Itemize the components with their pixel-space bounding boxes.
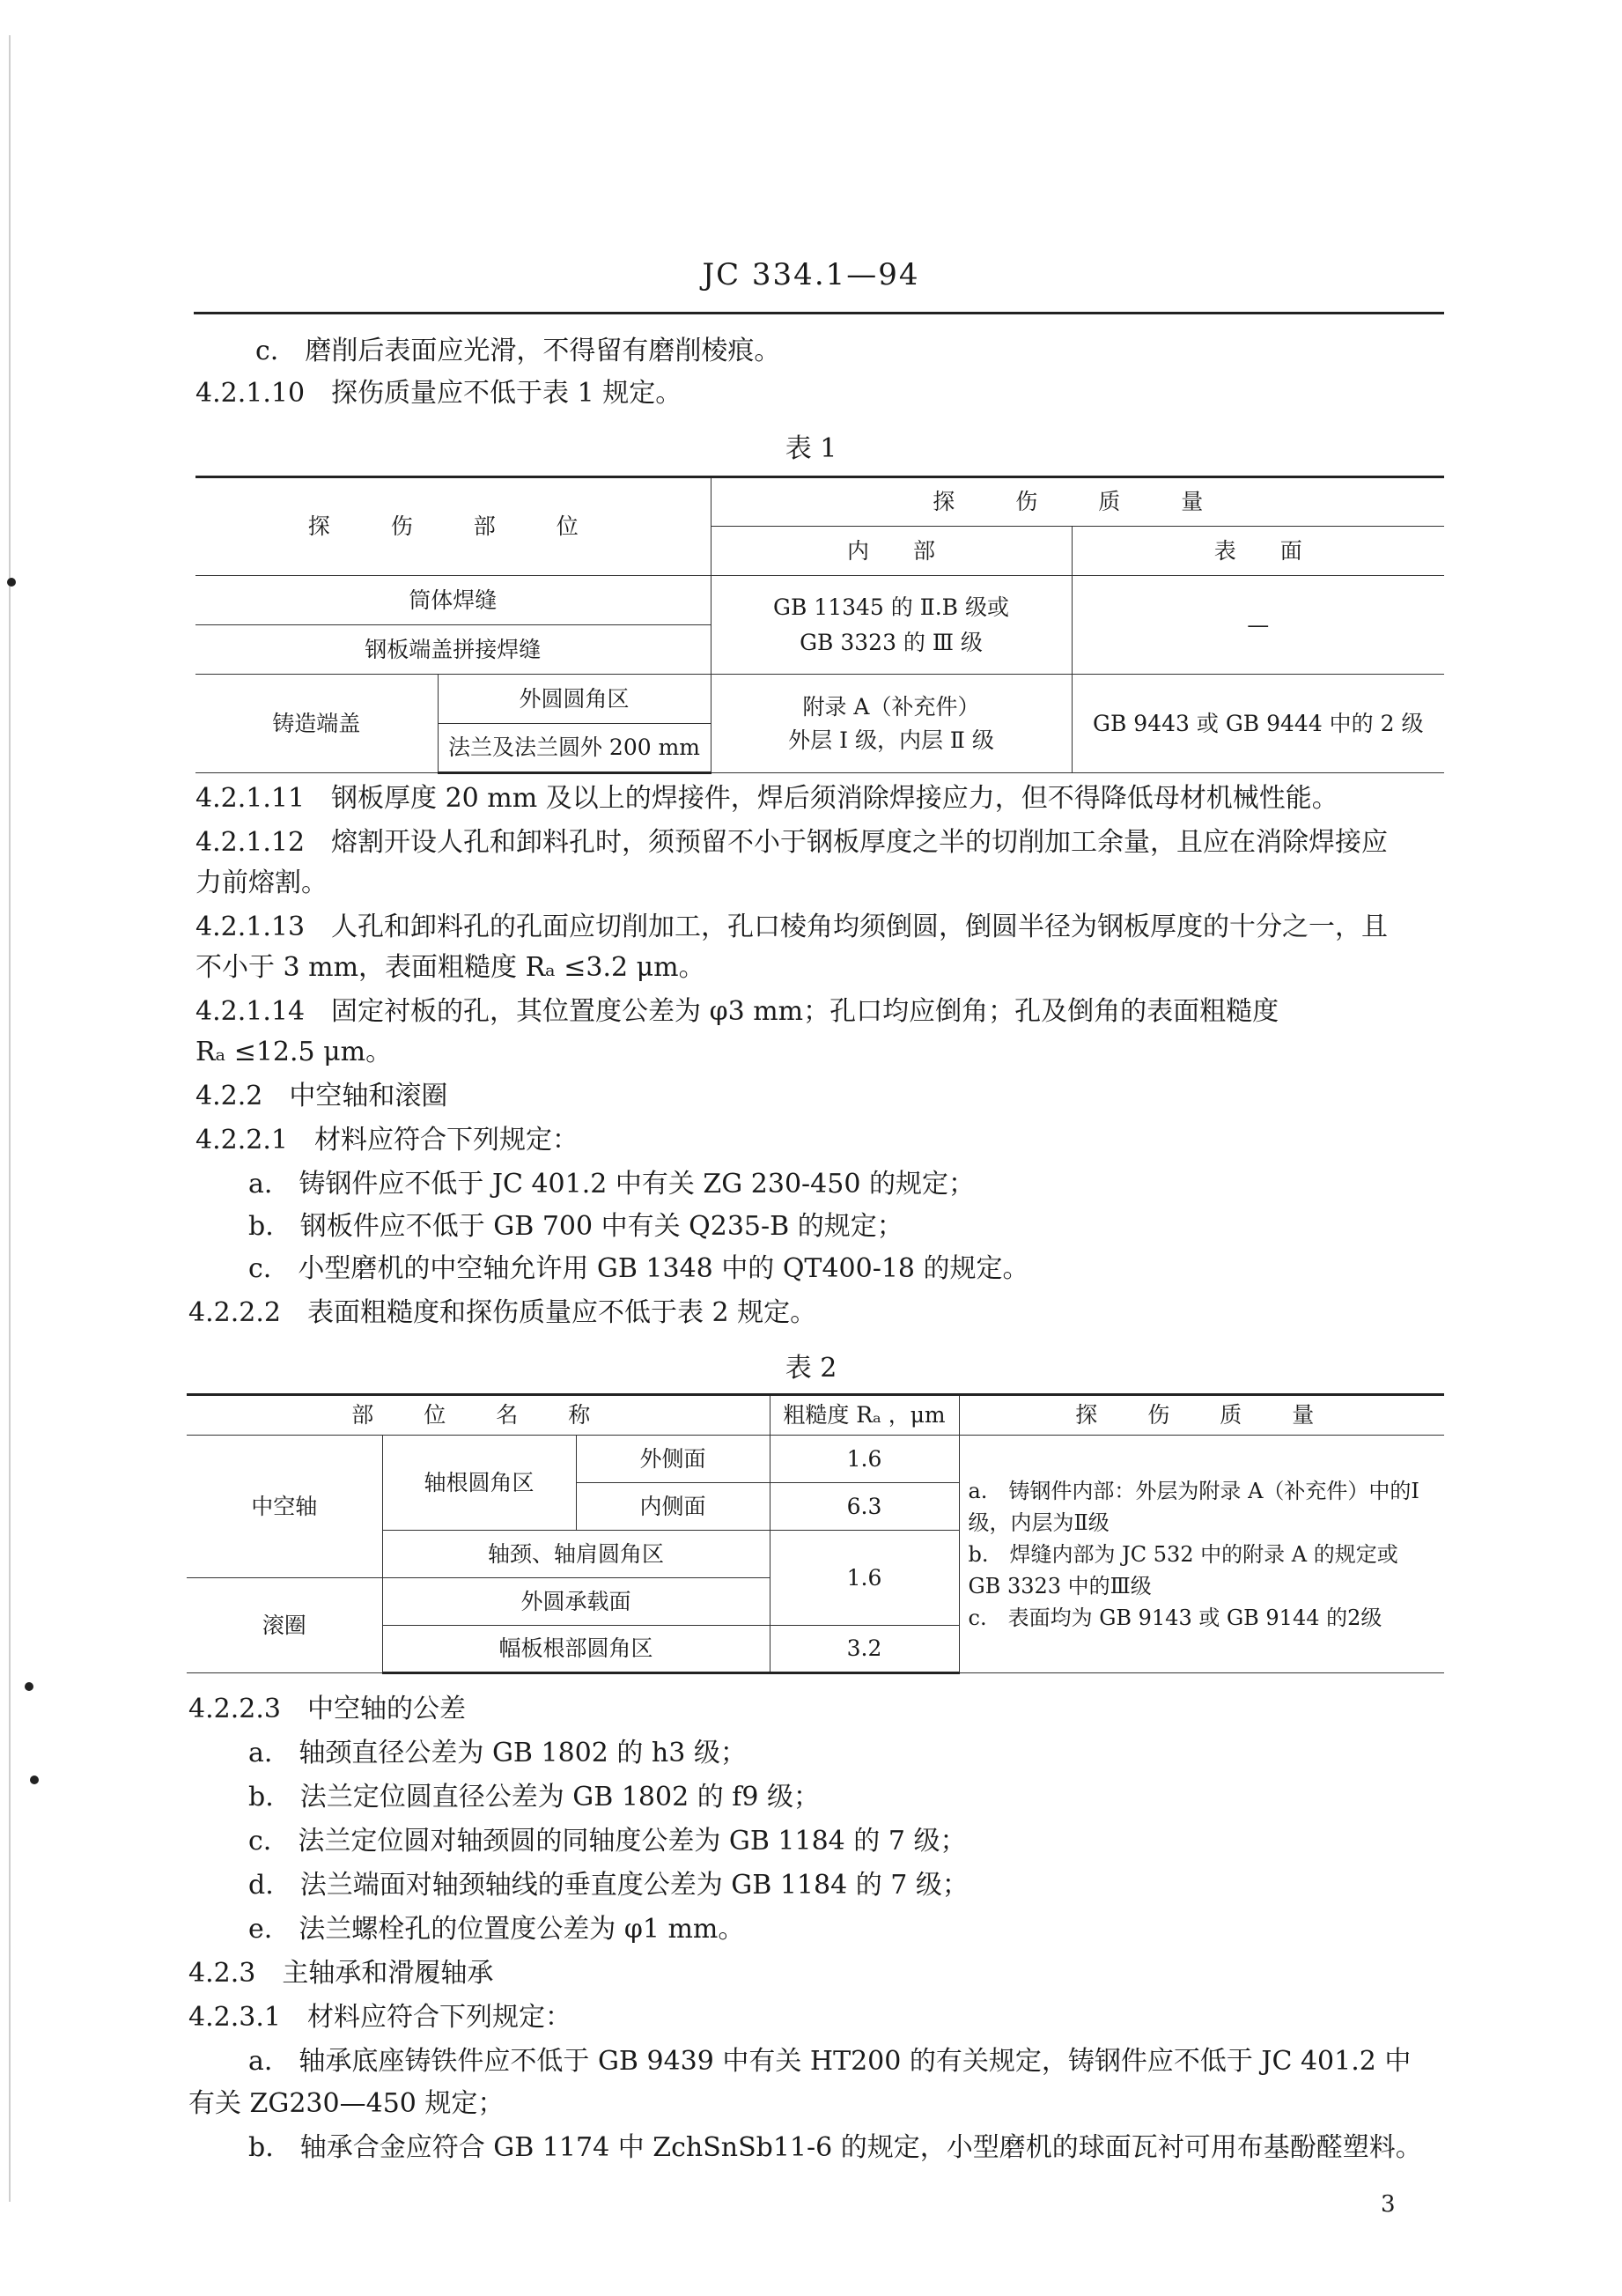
t2-value-mid: 1.6 [770, 1531, 959, 1626]
bearing-a-cont: 有关 ZG230—450 规定； [188, 2088, 505, 2119]
clause-4-2-1-12: 4.2.1.12 熔割开设人孔和卸料孔时，须预留不小于钢板厚度之半的切削加工余量，且应在消除焊接应 [195, 827, 1389, 858]
table1-caption: 表 1 [785, 433, 837, 464]
t1-cast-surface: GB 9443 或 GB 9444 中的 2 级 [1072, 675, 1444, 773]
item-c: c. 磨削后表面应光滑，不得留有磨削棱痕。 [255, 336, 781, 366]
clause-4-2-1-13: 4.2.1.13 人孔和卸料孔的孔面应切削加工，孔口棱角均须倒圆，倒圆半径为钢板厚度的十分之一，且 [195, 912, 1389, 942]
table-2 [187, 1393, 1444, 1674]
t1-header-quality: 探 伤 质 量 [711, 477, 1444, 527]
t1-cast-flange: 法兰及法兰圆外 200 mm [438, 724, 711, 773]
tol-b: b. 法兰定位圆直径公差为 GB 1802 的 f9 级； [248, 1782, 820, 1812]
clause-4-2-2-1: 4.2.2.1 材料应符合下列规定： [195, 1125, 579, 1155]
clause-4-2-1-13-cont: 不小于 3 mm，表面粗糙度 Rₐ ≤3.2 μm。 [195, 952, 705, 983]
t2-header-name: 部 位 名 称 [187, 1395, 770, 1436]
t2-quality-notes: a. 铸钢件内部：外层为附录 A（补充件）中的Ⅰ级，内层为Ⅱ级 b. 焊缝内部为 JC 532 中的附录 A 的规定或 GB 3323 中的Ⅲ级 c. 表面均为 GB 9143 或 GB 9144 的2级 [959, 1436, 1444, 1673]
clause-4-2-1-10: 4.2.1.10 探伤质量应不低于表 1 规定。 [195, 378, 682, 409]
t2-outer-side: 外侧面 [576, 1436, 770, 1483]
scan-mark [30, 1776, 39, 1784]
t1-weld-inner: GB 11345 的 Ⅱ.B 级或 GB 3323 的 Ⅲ 级 [711, 576, 1072, 675]
table-1 [195, 476, 1444, 774]
t1-row-cylinder-weld: 筒体焊缝 [195, 576, 711, 625]
clause-4-2-1-14-cont: Rₐ ≤12.5 μm。 [195, 1037, 393, 1067]
t2-header-roughness: 粗糙度 Rₐ ，μm [770, 1395, 959, 1436]
t1-header-part: 探 伤 部 位 [195, 477, 711, 576]
t1-weld-surface: — [1072, 576, 1444, 675]
t2-value-web: 3.2 [770, 1626, 959, 1673]
t2-shaft-fillet: 轴根圆角区 [382, 1436, 576, 1531]
clause-4-2-1-12-cont: 力前熔割。 [195, 867, 328, 898]
item-a: a. 铸钢件应不低于 JC 401.2 中有关 ZG 230-450 的规定； [248, 1169, 975, 1200]
scan-mark [7, 578, 16, 587]
tol-e: e. 法兰螺栓孔的位置度公差为 φ1 mm。 [248, 1914, 745, 1945]
clause-4-2-1-11: 4.2.1.11 钢板厚度 20 mm 及以上的焊接件，焊后须消除焊接应力，但不得降低母材机械性能。 [195, 783, 1338, 814]
t2-value-inner: 6.3 [770, 1483, 959, 1531]
scan-edge [9, 35, 11, 2202]
section-4-2-2: 4.2.2 中空轴和滚圈 [195, 1081, 448, 1111]
t1-cast-inner: 附录 A（补充件） 外层 Ⅰ 级，内层 Ⅱ 级 [711, 675, 1072, 773]
t2-header-quality: 探 伤 质 量 [959, 1395, 1444, 1436]
bearing-a: a. 轴承底座铸铁件应不低于 GB 9439 中有关 HT200 的有关规定，铸钢件应不低于 JC 401.2 中 [248, 2046, 1412, 2077]
clause-4-2-1-14: 4.2.1.14 固定衬板的孔，其位置度公差为 φ3 mm；孔口均应倒角；孔及倒角的表面粗糙度 [195, 996, 1279, 1027]
page-header: JC 334.1—94 [702, 257, 920, 292]
t1-row-endcap-weld: 钢板端盖拼接焊缝 [195, 625, 711, 675]
header-rule [194, 312, 1444, 314]
clause-4-2-3-1: 4.2.3.1 材料应符合下列规定： [188, 2002, 571, 2033]
t1-header-inner: 内 部 [711, 527, 1072, 576]
section-4-2-3: 4.2.3 主轴承和滑履轴承 [188, 1958, 494, 1989]
t2-bearing-surface: 外圆承载面 [382, 1578, 770, 1626]
t2-web-fillet: 幅板根部圆角区 [382, 1626, 770, 1673]
t2-inner-side: 内侧面 [576, 1483, 770, 1531]
scan-mark [25, 1682, 33, 1691]
table2-caption: 表 2 [785, 1353, 837, 1384]
t2-journal-fillet: 轴颈、轴肩圆角区 [382, 1531, 770, 1578]
item-b: b. 钢板件应不低于 GB 700 中有关 Q235-B 的规定； [248, 1211, 903, 1242]
bearing-b: b. 轴承合金应符合 GB 1174 中 ZchSnSb11-6 的规定，小型磨机的球面瓦衬可用布基酚醛塑料。 [248, 2132, 1422, 2163]
t1-cast-endcap: 铸造端盖 [195, 675, 438, 773]
t1-header-surface: 表 面 [1072, 527, 1444, 576]
t1-cast-fillet: 外圆圆角区 [438, 675, 711, 724]
t2-hollow-shaft: 中空轴 [187, 1436, 382, 1578]
clause-4-2-2-2: 4.2.2.2 表面粗糙度和探伤质量应不低于表 2 规定。 [188, 1297, 817, 1328]
page-number: 3 [1381, 2191, 1396, 2218]
clause-4-2-2-3: 4.2.2.3 中空轴的公差 [188, 1694, 466, 1724]
tol-c: c. 法兰定位圆对轴颈圆的同轴度公差为 GB 1184 的 7 级； [248, 1826, 967, 1857]
item-c: c. 小型磨机的中空轴允许用 GB 1348 中的 QT400-18 的规定。 [248, 1253, 1029, 1284]
t2-riding-ring: 滚圈 [187, 1578, 382, 1673]
t2-value-outer: 1.6 [770, 1436, 959, 1483]
tol-a: a. 轴颈直径公差为 GB 1802 的 h3 级； [248, 1738, 747, 1768]
tol-d: d. 法兰端面对轴颈轴线的垂直度公差为 GB 1184 的 7 级； [248, 1870, 969, 1901]
